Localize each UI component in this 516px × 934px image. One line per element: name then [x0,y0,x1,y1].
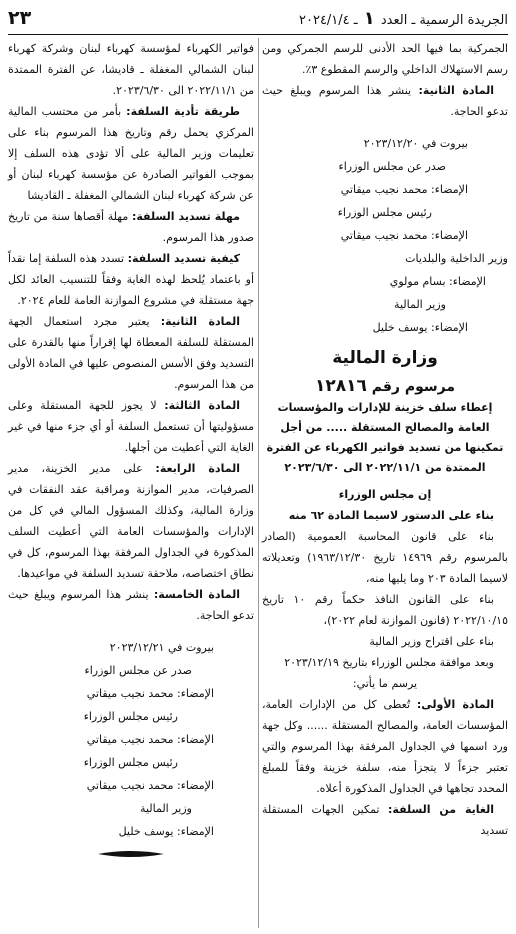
term-label: مهلة تسديد السلفة: [131,210,240,223]
pm-title: رئيس مجلس الوزراء [83,710,178,723]
signature-line: الإمضاء: محمد نجيب ميقاتي [340,183,468,196]
article-label: المادة الخامسة: [153,588,240,601]
constitution-line: بناء على الدستور لاسيما المادة ٦٢ منه [288,509,494,522]
term-text: مهلة أقصاها سنة من تاريخ صدور هذا المرسوم. [8,210,254,244]
signature-line: الإمضاء: محمد نجيب ميقاتي [86,779,214,792]
place-date: بيروت في ٢٠٢٣/١٢/٢١ [109,641,214,654]
article-2 [8,311,254,395]
ornament-divider-icon [96,849,166,859]
end-ornament [8,849,254,859]
issue-number: ١ [363,7,375,29]
place-date: بيروت في ٢٠٢٣/١٢/٢٠ [363,137,468,150]
page-number: ٢٣ [8,7,32,29]
issue-separator: ـ [353,12,358,28]
signature-block [262,132,508,339]
basis-paragraph: وبعد موافقة مجلس الوزراء بتاريخ ٢٠٢٣/١٢/١٩ [284,656,494,669]
signature-line: الإمضاء: يوسف خليل [118,825,214,838]
council-line: إن مجلس الوزراء [338,488,432,501]
right-column [262,38,508,841]
header-rule [8,34,508,35]
invoices-paragraph: فواتير الكهرباء لمؤسسة كهرباء لبنان وشركة كهرباء لبنان الشمالي المغفلة ـ قاديشا، عن الفترة الممتدة من ٢٠٢٢/١١/١ الى ٢٠٢٣/٦/٣٠. [8,42,254,97]
decrees-line: يرسم ما يأتي: [352,677,418,690]
signature-line: الإمضاء: يوسف خليل [372,321,468,334]
signature-block [8,636,254,843]
repay-label: طريقة تأدية السلفة: [126,105,240,118]
article-5 [8,584,254,626]
pm-title: رئيس مجلس الوزراء [83,756,178,769]
article-label: المادة الأولى: [416,698,494,711]
decree-number [262,375,508,398]
article-label: المادة الثانية: [160,315,240,328]
left-column [8,38,254,859]
repay-text: بأمر من محتسب المالية المركزي يحمل رقم وتاريخ هذا المرسوم بناء على تعليمات وزير المالية على ألا تؤدى هذه السلف إلا بموجب الفواتير الصادرة عن مؤسسة كهرباء لبنان أو عن شركة كهرباء لبنان الشمالي المغفلة ـ القاديشا [8,105,254,202]
article-1 [262,694,508,799]
pm-title: رئيس مجلس الوزراء [337,206,432,219]
page-header [8,6,508,30]
article-4 [8,458,254,584]
decree-number-value: ١٢٨١٦ [314,376,367,396]
goal-text: تمكين الجهات المستقلة تسديد [262,803,508,837]
issued-by: صدر عن مجلس الوزراء [84,664,192,677]
how-label: كيفية تسديد السلفة: [127,252,241,265]
article-text: ينشر هذا المرسوم ويبلغ حيث تدعو الحاجة. [262,84,508,118]
article-label: المادة الثالثة: [164,399,240,412]
interior-minister-title: وزير الداخلية والبلديات [405,252,508,265]
issued-by: صدر عن مجلس الوزراء [338,160,446,173]
article-text: على مدير الخزينة، مدير الصرفيات، مدير الموازنة ومراقبة عقد النفقات في وزارة المالية، وكذلك المسؤول المالي في كل من الإدارات والمؤسسات العامة التي أعطيت السلف المذكورة في الجداول المرفقة بهذا المرسوم، كل في نطاق اختصاصه، ملاحقة تسديد السلفة في مواعيدها. [8,462,254,580]
issue-date: ٢٠٢٤/١/٤ [299,12,350,28]
article-3 [8,395,254,458]
header-title [299,8,508,29]
column-divider [258,38,259,928]
how-text: تسدد هذه السلفة إما نقداً أو باعتماد يُلحظ لهذه الغاية وفقاً للتنسيب العائد لكل جهة مستقلة في مشروع الموازنة العامة للعام ٢٠٢٤. [8,252,254,307]
how-paragraph [8,248,254,311]
article-text: يعتبر مجرد استعمال الجهة المستقلة للسلفة المعطاة لها إقراراً منها بالقدرة على التسديد وفق الأسس المنصوص عليها في المادة الأولى من هذا المرسوم. [8,315,254,391]
basis-paragraph: بناء على القانون النافذ حكماً رقم ١٠ تاريخ ٢٠٢٢/١٠/١٥ (قانون الموازنة لعام ٢٠٢٢)، [262,593,508,627]
article-text: تُعطى كل من الإدارات العامة، المؤسسات العامة، والمصالح المستقلة ...... وكل جهة ورد اسمها في الجداول المرفقة بهذا المرسوم والتي تعتبر جزءاً لا يتجزأ منه، سلفة خزينة وفقاً للمبلغ المحدد تجاهها في الجداول المذكورة أعلاه. [262,698,508,795]
finance-minister-title: وزير المالية [140,802,192,815]
term-paragraph [8,206,254,248]
goal-paragraph [262,799,508,841]
journal-name: الجريدة الرسمية ـ العدد [380,12,508,28]
signature-line: الإمضاء: محمد نجيب ميقاتي [86,687,214,700]
repay-paragraph [8,101,254,206]
article-label: المادة الرابعة: [155,462,240,475]
article-label: المادة الثانية: [418,84,494,97]
article-text: لا يجوز للجهة المستقلة وعلى مسؤوليتها أن تستعمل السلفة أو أي جزء منها في غير الغاية التي أعطيت من أجلها. [8,399,254,454]
finance-minister-title: وزير المالية [394,298,446,311]
ministry-heading: وزارة المالية [332,348,438,368]
basis-paragraph: بناء على قانون المحاسبة العمومية (الصادر بالمرسوم رقم ١٤٩٦٩ تاريخ ١٩٦٣/١٢/٣٠) وتعديلاته لاسيما المادة ٢٠٣ وما يليها منه، [262,530,508,585]
decree-prefix: مرسوم رقم [371,379,456,395]
goal-label: الغاية من السلفة: [388,803,495,816]
article-text: ينشر هذا المرسوم ويبلغ حيث تدعو الحاجة. [8,588,254,622]
signature-line: الإمضاء: بسام مولوي [389,275,486,288]
article-2-prev [262,80,508,122]
decree-title: إعطاء سلف خزينة للإدارات والمؤسسات العامة والمصالح المستقلة ..... من أجل تمكينها من تسديد فواتير الكهرباء عن الفترة الممتدة من ٢٠٢٢/١١/١ الى ٢٠٢٣/٦/٣٠ [266,401,504,474]
signature-line: الإمضاء: محمد نجيب ميقاتي [340,229,468,242]
basis-paragraph: بناء على اقتراح وزير المالية [369,635,494,648]
customs-paragraph: الجمركية بما فيها الحد الأدنى للرسم الجمركي ومن رسم الاستهلاك الداخلي والرسم المقطوع ٣٪. [262,42,508,76]
signature-line: الإمضاء: محمد نجيب ميقاتي [86,733,214,746]
